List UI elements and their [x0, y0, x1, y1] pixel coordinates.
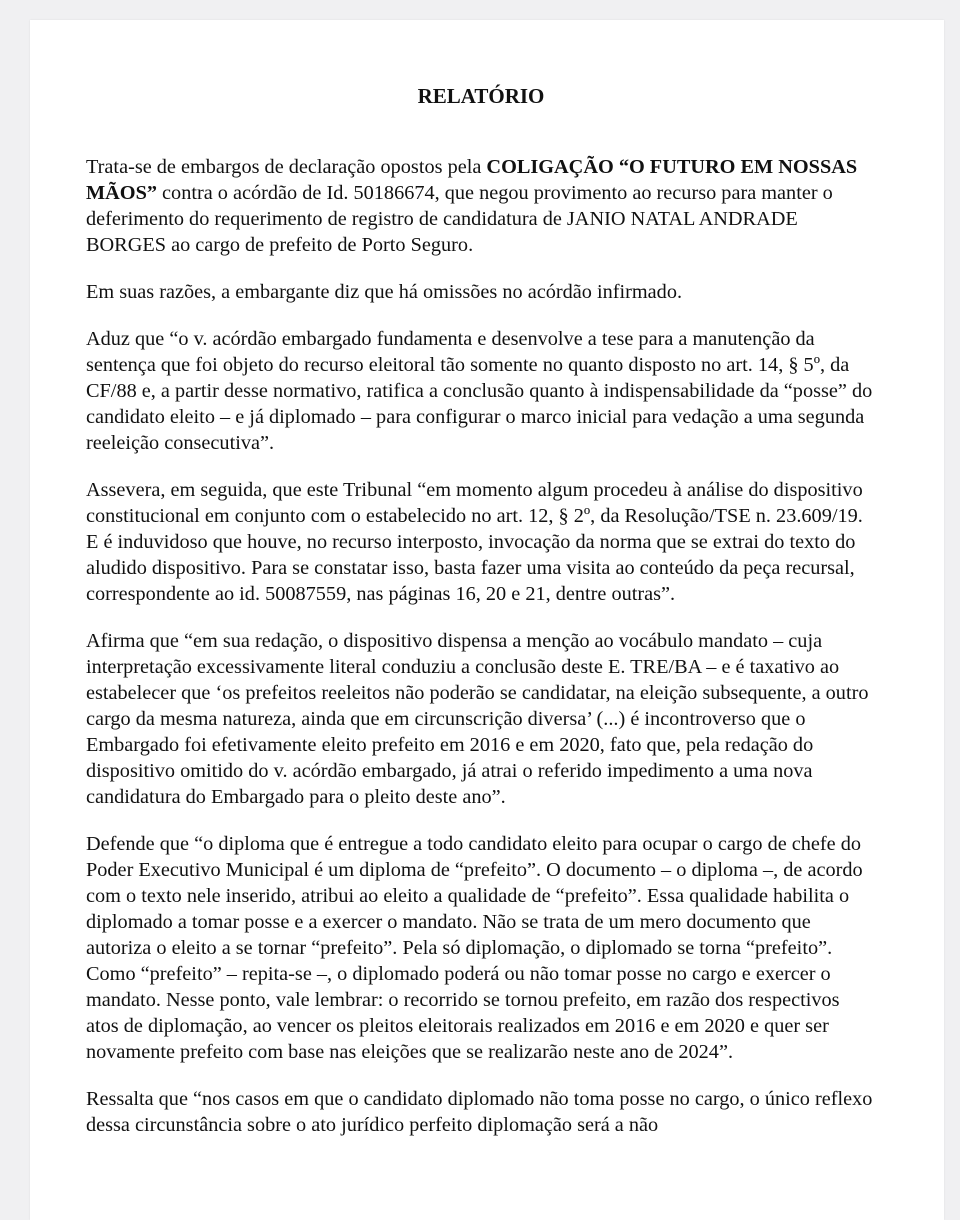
document-page: [30, 20, 944, 1220]
paragraph: [86, 326, 876, 456]
paragraph: [86, 628, 876, 810]
paragraph-text: Afirma que “em sua redação, o dispositivo dispensa a menção ao vocábulo mandato – cuja interpretação excessivamente literal conduziu a conclusão deste E. TRE/BA – e é taxativo ao estabelecer que ‘os prefeitos reeleitos não poderão se candidatar, na eleição subsequente, a outro cargo da mesma natureza, ainda que em circunscrição diversa’ (...) é incontroverso que o Embargado foi efetivamente eleito prefeito em 2016 e em 2020, fato que, pela redação do dispositivo omitido do v. acórdão embargado, já atrai o referido impedimento a uma nova candidatura do Embargado para o pleito deste ano”.: [86, 630, 869, 808]
document-body: [86, 84, 876, 1159]
paragraph: [86, 1086, 876, 1138]
bold-text: COLIGAÇÃO “O FUTURO EM NOSSAS MÃOS”: [86, 156, 858, 204]
paragraph-text: Aduz que “o v. acórdão embargado fundamenta e desenvolve a tese para a manutenção da sentença que foi objeto do recurso eleitoral tão somente no quanto disposto no art. 14, § 5º, da CF/88 e, a partir desse normativo, ratifica a conclusão quanto à indispensabilidade da “posse” do candidato eleito – e já diplomado – para configurar o marco inicial para vedação a uma segunda reeleição consecutiva”.: [86, 328, 873, 454]
document-title: RELATÓRIO: [417, 84, 545, 108]
paragraph-text: Em suas razões, a embargante diz que há omissões no acórdão infirmado.: [86, 281, 683, 303]
paragraph: [86, 279, 876, 305]
paragraph-text: Trata-se de embargos de declaração opostos pela: [86, 156, 487, 178]
paragraph: [86, 154, 876, 258]
paragraph: [86, 831, 876, 1065]
paragraph-text: Ressalta que “nos casos em que o candidato diplomado não toma posse no cargo, o único reflexo dessa circunstância sobre o ato jurídico perfeito diplomação será a não: [86, 1088, 873, 1136]
paragraph-list: [86, 154, 876, 1138]
paragraph: [86, 477, 876, 607]
paragraph-text: Assevera, em seguida, que este Tribunal “em momento algum procedeu à análise do dispositivo constitucional em conjunto com o estabelecido no art. 12, § 2º, da Resolução/TSE n. 23.609/19. E é induvidoso que houve, no recurso interposto, invocação da norma que se extrai do texto do aludido dispositivo. Para se constatar isso, basta fazer uma visita ao conteúdo da peça recursal, correspondente ao id. 50087559, nas páginas 16, 20 e 21, dentre outras”.: [86, 479, 863, 605]
paragraph-text: contra o acórdão de Id. 50186674, que negou provimento ao recurso para manter o deferimento do requerimento de registro de candidatura de JANIO NATAL ANDRADE BORGES ao cargo de prefeito de Porto Seguro.: [86, 182, 833, 256]
paragraph-text: Defende que “o diploma que é entregue a todo candidato eleito para ocupar o cargo de chefe do Poder Executivo Municipal é um diploma de “prefeito”. O documento – o diploma –, de acordo com o texto nele inserido, atribui ao eleito a qualidade de “prefeito”. Essa qualidade habilita o diplomado a tomar posse e a exercer o mandato. Não se trata de um mero documento que autoriza o eleito a se tornar “prefeito”. Pela só diplomação, o diplomado se torna “prefeito”. Como “prefeito” – repita-se –, o diplomado poderá ou não tomar posse no cargo e exercer o mandato. Nesse ponto, vale lembrar: o recorrido se tornou prefeito, em razão dos respectivos atos de diplomação, ao vencer os pleitos eleitorais realizados em 2016 e em 2020 e quer ser novamente prefeito com base nas eleições que se realizarão neste ano de 2024”.: [86, 833, 863, 1063]
